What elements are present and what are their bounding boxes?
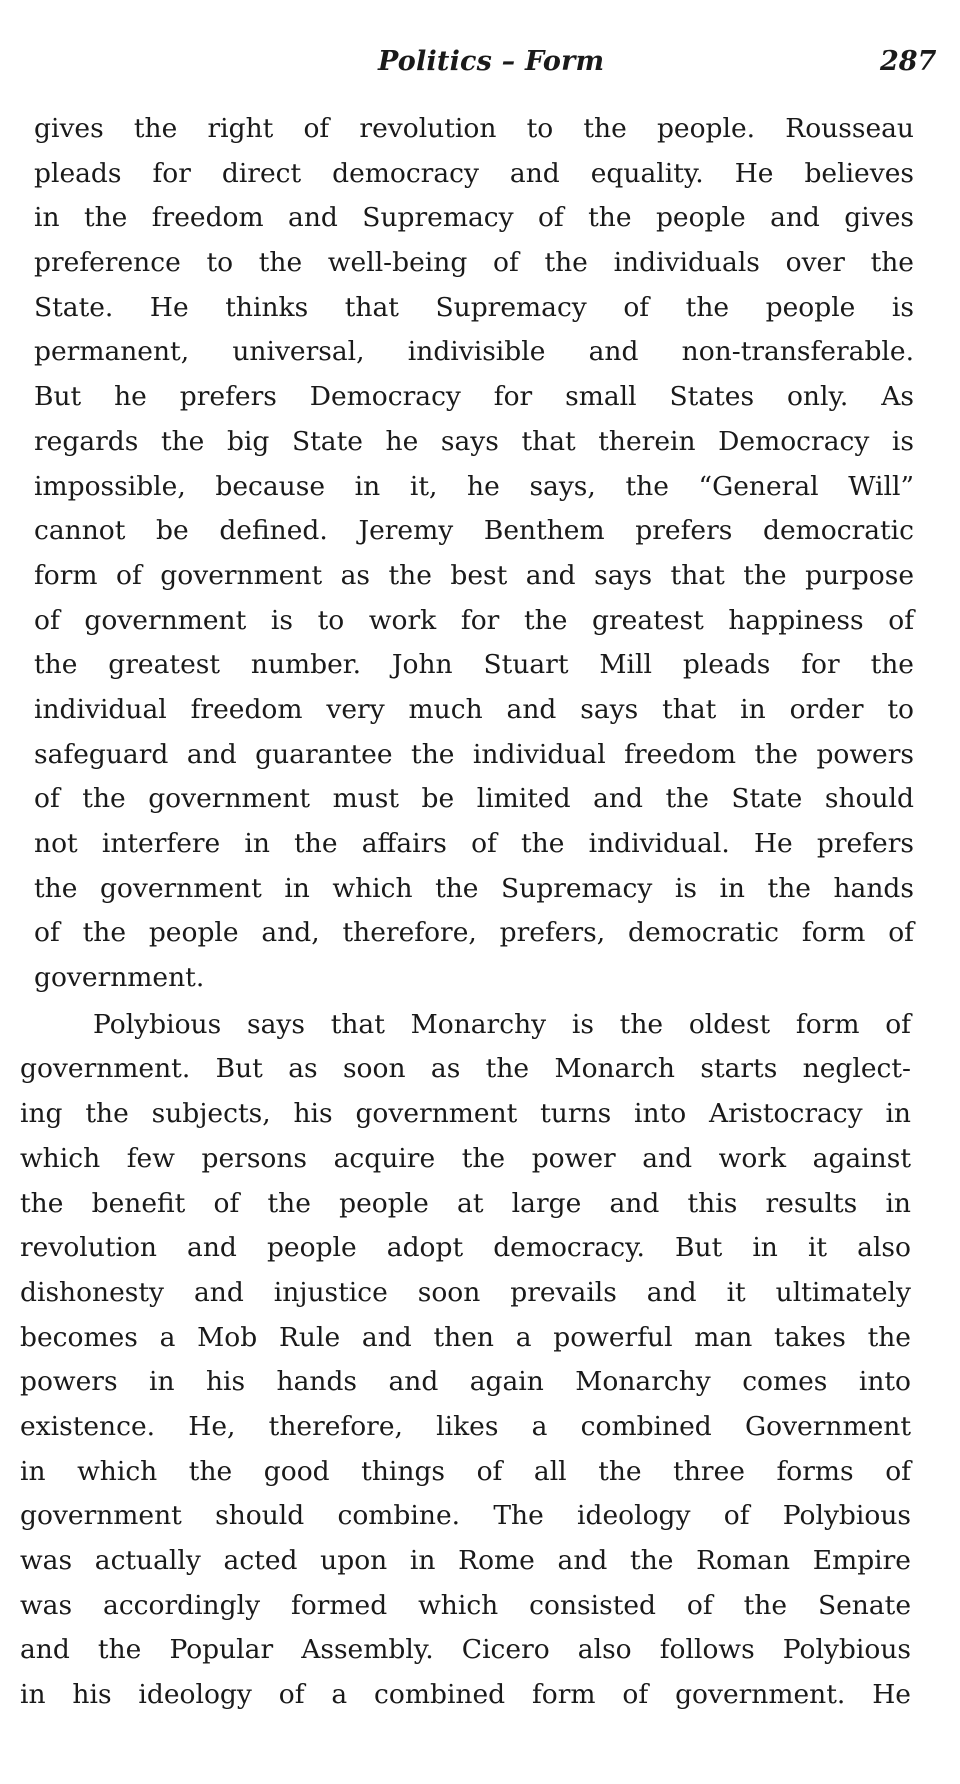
text-line: individual freedom very much and says that in order to — [34, 693, 914, 725]
text-line: ing the subjects, his government turns into Aristocracy in — [20, 1098, 911, 1130]
text-line: impossible, because in it, he says, the “General Will” — [34, 470, 914, 502]
running-head — [0, 46, 960, 86]
text-line: existence. He, therefore, likes a combined Government — [20, 1410, 911, 1442]
text-line: the benefit of the people at large and this results in — [20, 1187, 911, 1219]
text-line: in his ideology of a combined form of government. He — [20, 1679, 911, 1711]
text-line: which few persons acquire the power and work against — [20, 1142, 911, 1174]
text-line: of the people and, therefore, prefers, democratic form of — [34, 917, 914, 949]
text-line: government should combine. The ideology of Polybious — [20, 1500, 911, 1532]
page-number: 287 — [880, 46, 937, 77]
text-line: the government in which the Supremacy is in the hands — [34, 872, 914, 904]
text-line: pleads for direct democracy and equality. He believes — [34, 157, 914, 189]
text-line: regards the big State he says that therein Democracy is — [34, 425, 914, 457]
body-text — [0, 107, 960, 1718]
text-line: of the government must be limited and the State should — [34, 783, 914, 815]
running-title: Politics – Form — [378, 46, 605, 77]
text-line: and the Popular Assembly. Cicero also follows Polybious — [20, 1634, 911, 1666]
text-line: of government is to work for the greatest happiness of — [34, 604, 914, 636]
text-line: permanent, universal, indivisible and non-transferable. — [34, 336, 914, 368]
text-line: revolution and people adopt democracy. But in it also — [20, 1232, 911, 1264]
text-line: was actually acted upon in Rome and the Roman Empire — [20, 1545, 911, 1576]
text-line: not interfere in the affairs of the individual. He prefers — [34, 828, 914, 859]
text-line: safeguard and guarantee the individual freedom the powers — [34, 738, 914, 770]
text-line: State. He thinks that Supremacy of the people is — [34, 291, 914, 323]
text-line: powers in his hands and again Monarchy comes into — [20, 1366, 911, 1398]
text-line: was accordingly formed which consisted of the Senate — [20, 1589, 911, 1621]
text-line: government. But as soon as the Monarch starts neglect- — [20, 1053, 911, 1085]
text-line: the greatest number. John Stuart Mill pleads for the — [34, 649, 914, 681]
paragraph-2 — [0, 1003, 960, 1718]
text-line: becomes a Mob Rule and then a powerful man takes the — [20, 1321, 911, 1353]
text-line: cannot be defined. Jeremy Benthem prefers democratic — [34, 515, 914, 547]
text-line: Polybious says that Monarchy is the oldest form of — [93, 1008, 911, 1040]
text-line: in the freedom and Supremacy of the people and gives — [34, 202, 914, 234]
text-line: government. — [34, 962, 205, 994]
text-line: preference to the well-being of the individuals over the — [34, 247, 914, 279]
text-line: But he prefers Democracy for small States only. As — [34, 381, 914, 413]
text-line: in which the good things of all the three forms of — [20, 1455, 911, 1487]
text-line: form of government as the best and says that the purpose — [34, 559, 914, 591]
paragraph-1 — [0, 107, 960, 1001]
text-line: dishonesty and injustice soon prevails and it ultimately — [20, 1276, 911, 1308]
text-line: gives the right of revolution to the people. Rousseau — [34, 113, 914, 144]
